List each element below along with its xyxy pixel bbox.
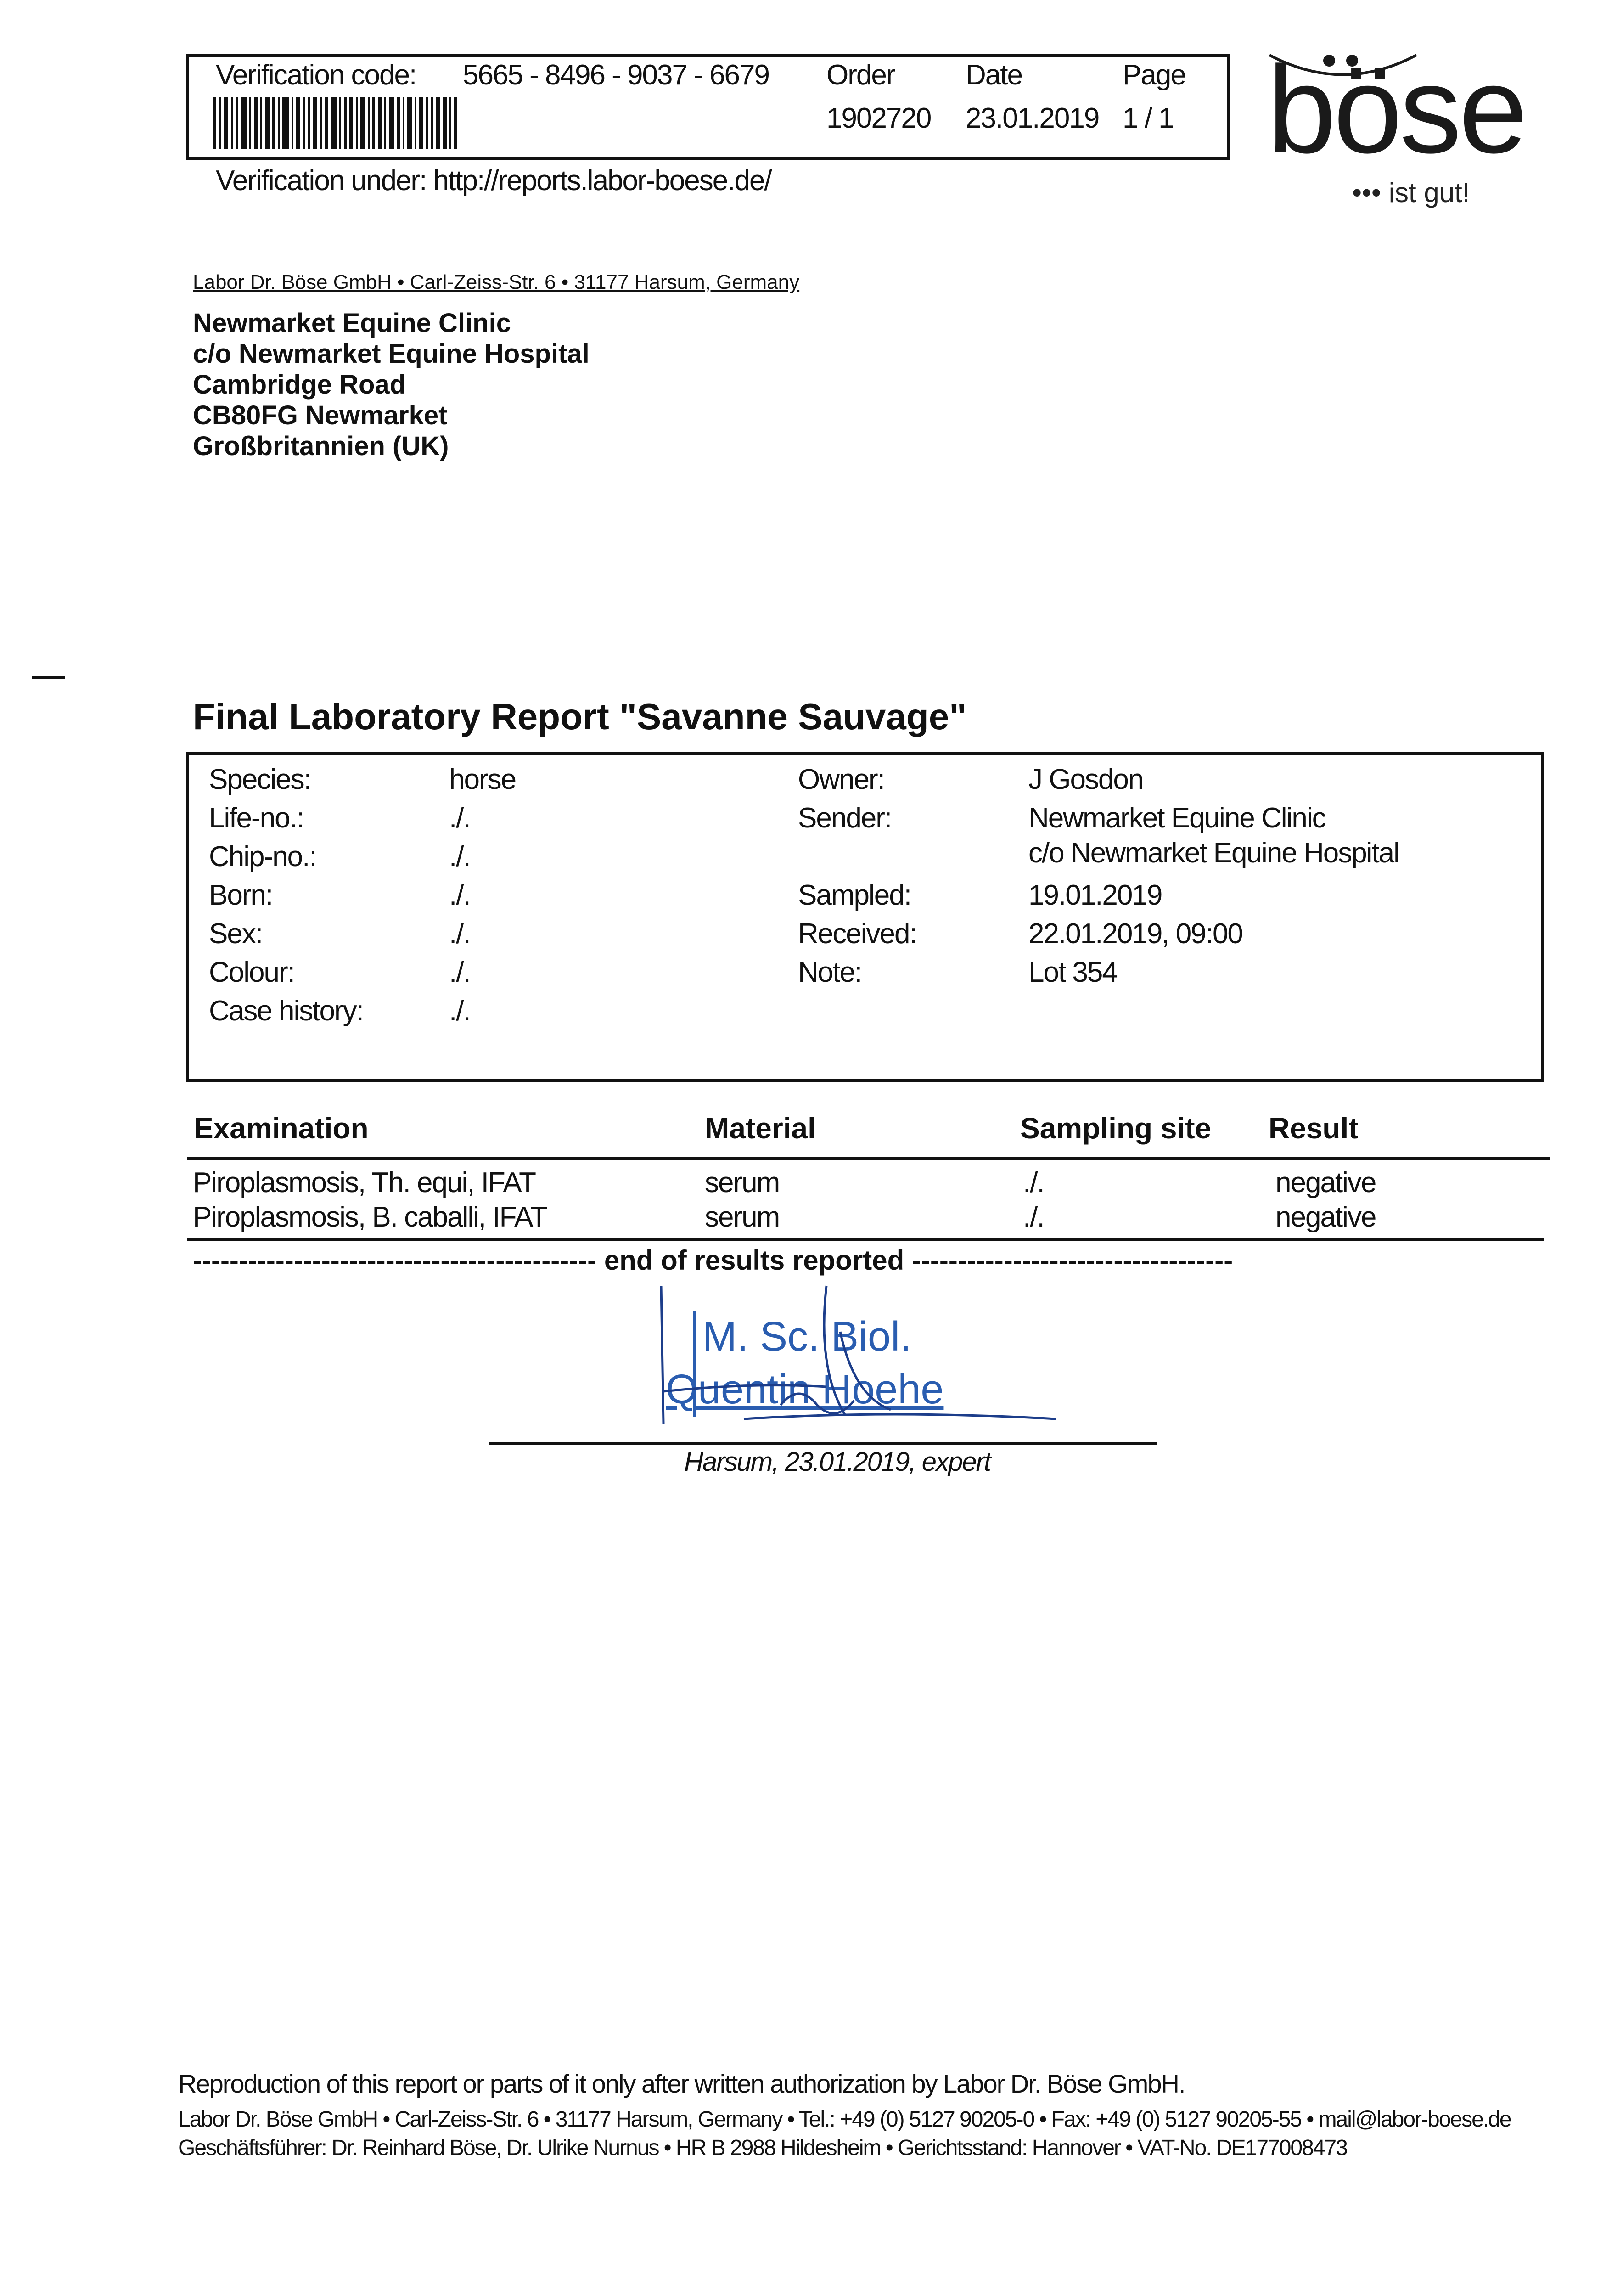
- barcode-bar: [313, 97, 317, 149]
- barcode-bar: [389, 97, 394, 149]
- barcode-bar: [282, 97, 289, 149]
- table-cell: Piroplasmosis, B. caballi, IFAT: [193, 1201, 547, 1233]
- end-of-results: [193, 1244, 1233, 1276]
- table-cell: serum: [705, 1167, 780, 1199]
- barcode-bar: [308, 97, 310, 149]
- barcode-bar: [403, 97, 404, 149]
- barcode-bar: [384, 97, 386, 149]
- sex-label: Sex:: [209, 918, 263, 950]
- patient-info-box: [186, 752, 1544, 1082]
- sender-address-line: Labor Dr. Böse GmbH • Carl-Zeiss-Str. 6 • 31177 Harsum, Germany: [193, 271, 800, 293]
- order-value: 1902720: [826, 102, 931, 134]
- footer-legal: Geschäftsführer: Dr. Reinhard Böse, Dr. Ulrike Nurnus • HR B 2988 Hildesheim • Gerichtsstand: Hannover • VAT-No. DE177008473: [178, 2136, 1347, 2160]
- barcode-bar: [272, 97, 275, 149]
- barcode-bar: [219, 97, 221, 149]
- barcode-bar: [292, 97, 293, 149]
- logo-slogan: ••• ist gut!: [1352, 177, 1470, 208]
- table-cell: negative: [1275, 1167, 1376, 1199]
- barcode-bar: [443, 97, 447, 149]
- barcode: [213, 97, 548, 149]
- barcode-bar: [278, 97, 280, 149]
- table-cell: serum: [705, 1201, 780, 1233]
- order-label: Order: [826, 59, 895, 91]
- table-cell: ./.: [1023, 1201, 1044, 1233]
- date-label: Date: [966, 59, 1022, 91]
- chipno-value: ./.: [449, 841, 470, 872]
- barcode-bar: [419, 97, 423, 149]
- barcode-bar: [224, 97, 228, 149]
- verification-label: Verification code:: [216, 59, 416, 91]
- barcode-bar: [368, 97, 370, 149]
- recipient-address: [193, 308, 590, 461]
- verification-code: 5665 - 8496 - 9037 - 6679: [463, 59, 769, 91]
- barcode-bar: [349, 97, 353, 149]
- owner-label: Owner:: [798, 764, 884, 795]
- sender-value-line2: c/o Newmarket Equine Hospital: [1028, 837, 1399, 869]
- born-label: Born:: [209, 879, 273, 911]
- barcode-bar: [236, 97, 238, 149]
- owner-value: J Gosdon: [1028, 764, 1143, 795]
- dashes-left: --------------------------------------------: [193, 1245, 597, 1276]
- received-label: Received:: [798, 918, 916, 950]
- barcode-bar: [360, 97, 365, 149]
- sender-value-line1: Newmarket Equine Clinic: [1028, 802, 1325, 834]
- table-cell: negative: [1275, 1201, 1376, 1233]
- barcode-bar: [231, 97, 233, 149]
- barcode-bar: [249, 97, 251, 149]
- barcode-bar: [415, 97, 416, 149]
- note-label: Note:: [798, 957, 862, 988]
- lifeno-label: Life-no.:: [209, 802, 304, 834]
- col-header-examination: Examination: [194, 1112, 369, 1145]
- species-label: Species:: [209, 764, 311, 795]
- barcode-bar: [378, 97, 382, 149]
- barcode-bar: [449, 97, 451, 149]
- handwritten-signature: [569, 1277, 1074, 1433]
- note-value: Lot 354: [1028, 957, 1117, 988]
- barcode-bar: [431, 97, 433, 149]
- table-cell: Piroplasmosis, Th. equi, IFAT: [193, 1167, 536, 1199]
- address-line: CB80FG Newmarket: [193, 400, 448, 430]
- page-label: Page: [1123, 59, 1185, 91]
- sex-value: ./.: [449, 918, 470, 950]
- fold-mark: [32, 676, 65, 679]
- case-history-label: Case history:: [209, 995, 363, 1027]
- address-line: c/o Newmarket Equine Hospital: [193, 339, 590, 369]
- date-value: 23.01.2019: [966, 102, 1099, 134]
- barcode-bar: [254, 97, 258, 149]
- colour-label: Colour:: [209, 957, 294, 988]
- barcode-bar: [454, 97, 457, 149]
- table-header-rule: [187, 1157, 1550, 1160]
- barcode-bar: [331, 97, 337, 149]
- col-header-material: Material: [705, 1112, 816, 1145]
- barcode-bar: [426, 97, 428, 149]
- barcode-bar: [325, 97, 328, 149]
- barcode-bar: [344, 97, 347, 149]
- address-line: Großbritannien (UK): [193, 431, 449, 461]
- barcode-bar: [296, 97, 300, 149]
- footer-contact: Labor Dr. Böse GmbH • Carl-Zeiss-Str. 6 • 31177 Harsum, Germany • Tel.: +49 (0) 5127 90205-0 • Fax: +49 (0) 5127 90205-55 • mail@labor-boese.de: [178, 2107, 1511, 2132]
- end-text: end of results reported: [604, 1245, 904, 1276]
- born-value: ./.: [449, 879, 470, 911]
- col-header-result: Result: [1269, 1112, 1359, 1145]
- colour-value: ./.: [449, 957, 470, 988]
- sampled-label: Sampled:: [798, 879, 911, 911]
- col-header-sampling-site: Sampling site: [1020, 1112, 1212, 1145]
- address-line: Newmarket Equine Clinic: [193, 308, 511, 338]
- signature-rule: [489, 1442, 1157, 1445]
- barcode-bar: [356, 97, 358, 149]
- species-value: horse: [449, 764, 516, 795]
- barcode-bar: [320, 97, 322, 149]
- received-value: 22.01.2019, 09:00: [1028, 918, 1242, 950]
- barcode-bar: [241, 97, 247, 149]
- sampled-value: 19.01.2019: [1028, 879, 1162, 911]
- footer-reproduction-note: Reproduction of this report or parts of it only after written authorization by Labor Dr. Böse GmbH.: [178, 2069, 1185, 2098]
- barcode-bar: [397, 97, 400, 149]
- dashes-right: -----------------------------------: [911, 1245, 1233, 1276]
- verification-url: Verification under: http://reports.labor-boese.de/: [216, 165, 771, 197]
- table-bottom-rule: [187, 1238, 1544, 1241]
- page-value: 1 / 1: [1123, 102, 1174, 134]
- signature-place-date: Harsum, 23.01.2019, expert: [684, 1447, 990, 1477]
- barcode-bar: [303, 97, 305, 149]
- barcode-bar: [372, 97, 375, 149]
- barcode-bar: [407, 97, 412, 149]
- sender-label: Sender:: [798, 802, 892, 834]
- signature-title: M. Sc. Biol.: [702, 1314, 912, 1360]
- barcode-bar: [265, 97, 270, 149]
- barcode-bar: [260, 97, 262, 149]
- report-title: Final Laboratory Report "Savanne Sauvage": [193, 696, 967, 737]
- signature-name: Quentin Hoehe: [666, 1367, 944, 1412]
- chipno-label: Chip-no.:: [209, 841, 316, 872]
- case-history-value: ./.: [449, 995, 470, 1027]
- table-cell: ./.: [1023, 1167, 1044, 1199]
- barcode-bar: [436, 97, 440, 149]
- logo-text: böse: [1267, 41, 1525, 179]
- lifeno-value: ./.: [449, 802, 470, 834]
- address-line: Cambridge Road: [193, 370, 406, 400]
- barcode-bar: [213, 97, 216, 149]
- barcode-bar: [339, 97, 341, 149]
